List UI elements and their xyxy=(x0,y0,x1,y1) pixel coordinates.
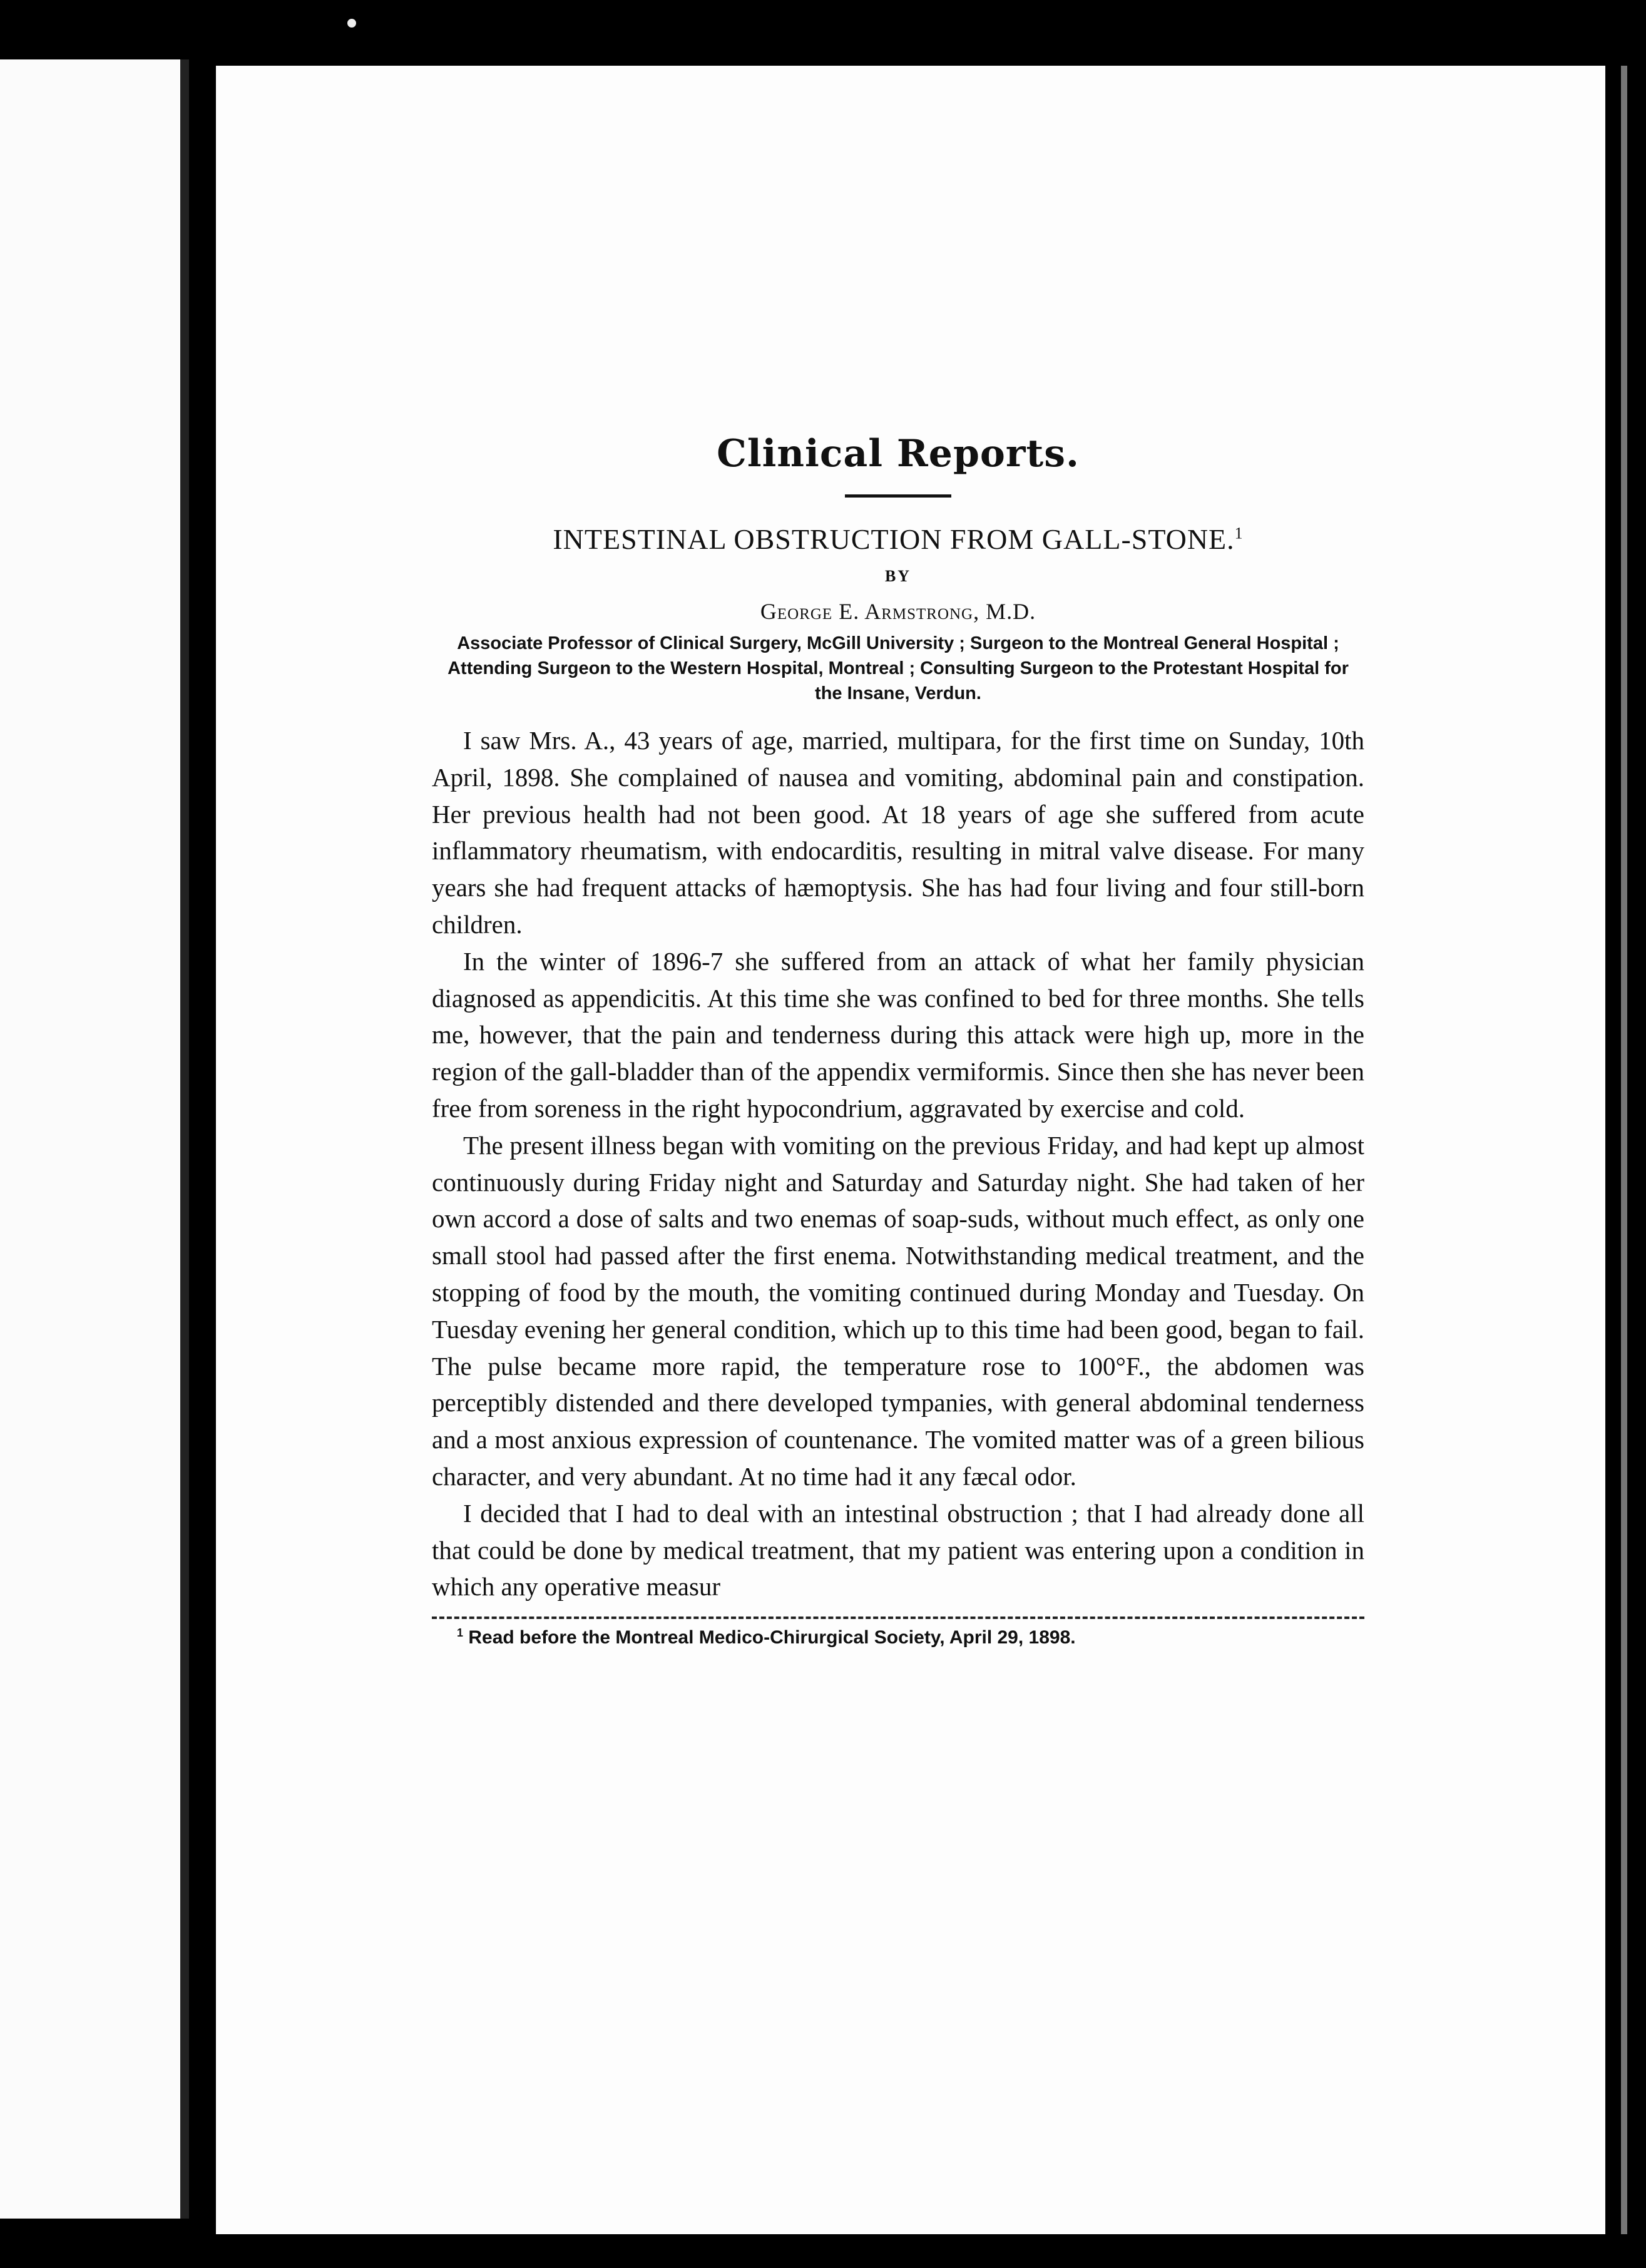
article-content xyxy=(432,432,1364,1648)
section-heading: Clinical Reports. xyxy=(717,432,1080,476)
body-paragraph: In the winter of 1896-7 she suffered from an attack of what her family physician diagnosed as appendicitis. At this time she was confined to bed for three months. She tells me, however, that the pain and tenderness during this attack were high up, more in the region of the gall-bladder than of the appendix vermiformis. Since then she has never been free from soreness in the right hypocondrium, aggravated by exercise and cold. xyxy=(432,946,1364,1123)
article-title xyxy=(432,523,1364,556)
footnote-rule xyxy=(432,1617,1364,1619)
article-title-text: INTESTINAL OBSTRUCTION FROM GALL-STONE. xyxy=(553,523,1235,555)
author-affiliation: Associate Professor of Clinical Surgery, McGill University ; Surgeon to the Montreal General Hospital ; Attending Surgeon to the Western Hospital, Montreal ; Consulting Surgeon to the Protestant Hospital for the Insane, Verdun. xyxy=(447,633,1349,703)
footnote-marker: 1 xyxy=(457,1627,464,1640)
author-name: George E. Armstrong, M.D. xyxy=(760,599,1036,624)
page-edge xyxy=(180,59,189,2219)
heading-rule xyxy=(845,494,951,498)
adjacent-page xyxy=(0,59,188,2219)
byline-by: BY xyxy=(884,567,912,585)
footnote xyxy=(457,1627,1364,1648)
body-paragraph: I saw Mrs. A., 43 years of age, married, multipara, for the first time on Sunday, 10th April, 1898. She complained of nausea and vomiting, abdominal pain and constipation. Her previous health had not been good. At 18 years of age she suffered from acute inflammatory rheumatism, with endocarditis, resulting in mitral valve disease. For many years she had frequent attacks of hæmoptysis. She has had four living and four still-born children. xyxy=(432,726,1364,939)
scan-speck xyxy=(347,19,356,28)
title-footnote-marker: 1 xyxy=(1234,524,1244,543)
body-paragraph: I decided that I had to deal with an intestinal obstruction ; that I had already done all that could be done by medical treatment, that my patient was entering upon a condition in which any operative measur xyxy=(432,1498,1364,1601)
body-paragraph: The present illness began with vomiting on the previous Friday, and had kept up almost continuously during Friday night and Saturday and Saturday night. She had taken of her own accord a dose of salts and two enemas of soap-suds, without much effect, as only one small stool had passed after the first enema. Notwithstanding medical treatment, and the stopping of food by the mouth, the vomiting continued during Monday and Tuesday. On Tuesday evening her general condition, which up to this time had been good, began to fail. The pulse became more rapid, the temperature rose to 100°F., the abdomen was perceptibly distended and there developed tympanies, with general abdominal tenderness and a most anxious expression of countenance. The vomited matter was of a green bilious character, and very abundant. At no time had it any fæcal odor. xyxy=(432,1130,1364,1491)
page-edge-shadow xyxy=(1621,66,1627,2234)
footnote-text: Read before the Montreal Medico-Chirurgical Society, April 29, 1898. xyxy=(468,1627,1076,1648)
